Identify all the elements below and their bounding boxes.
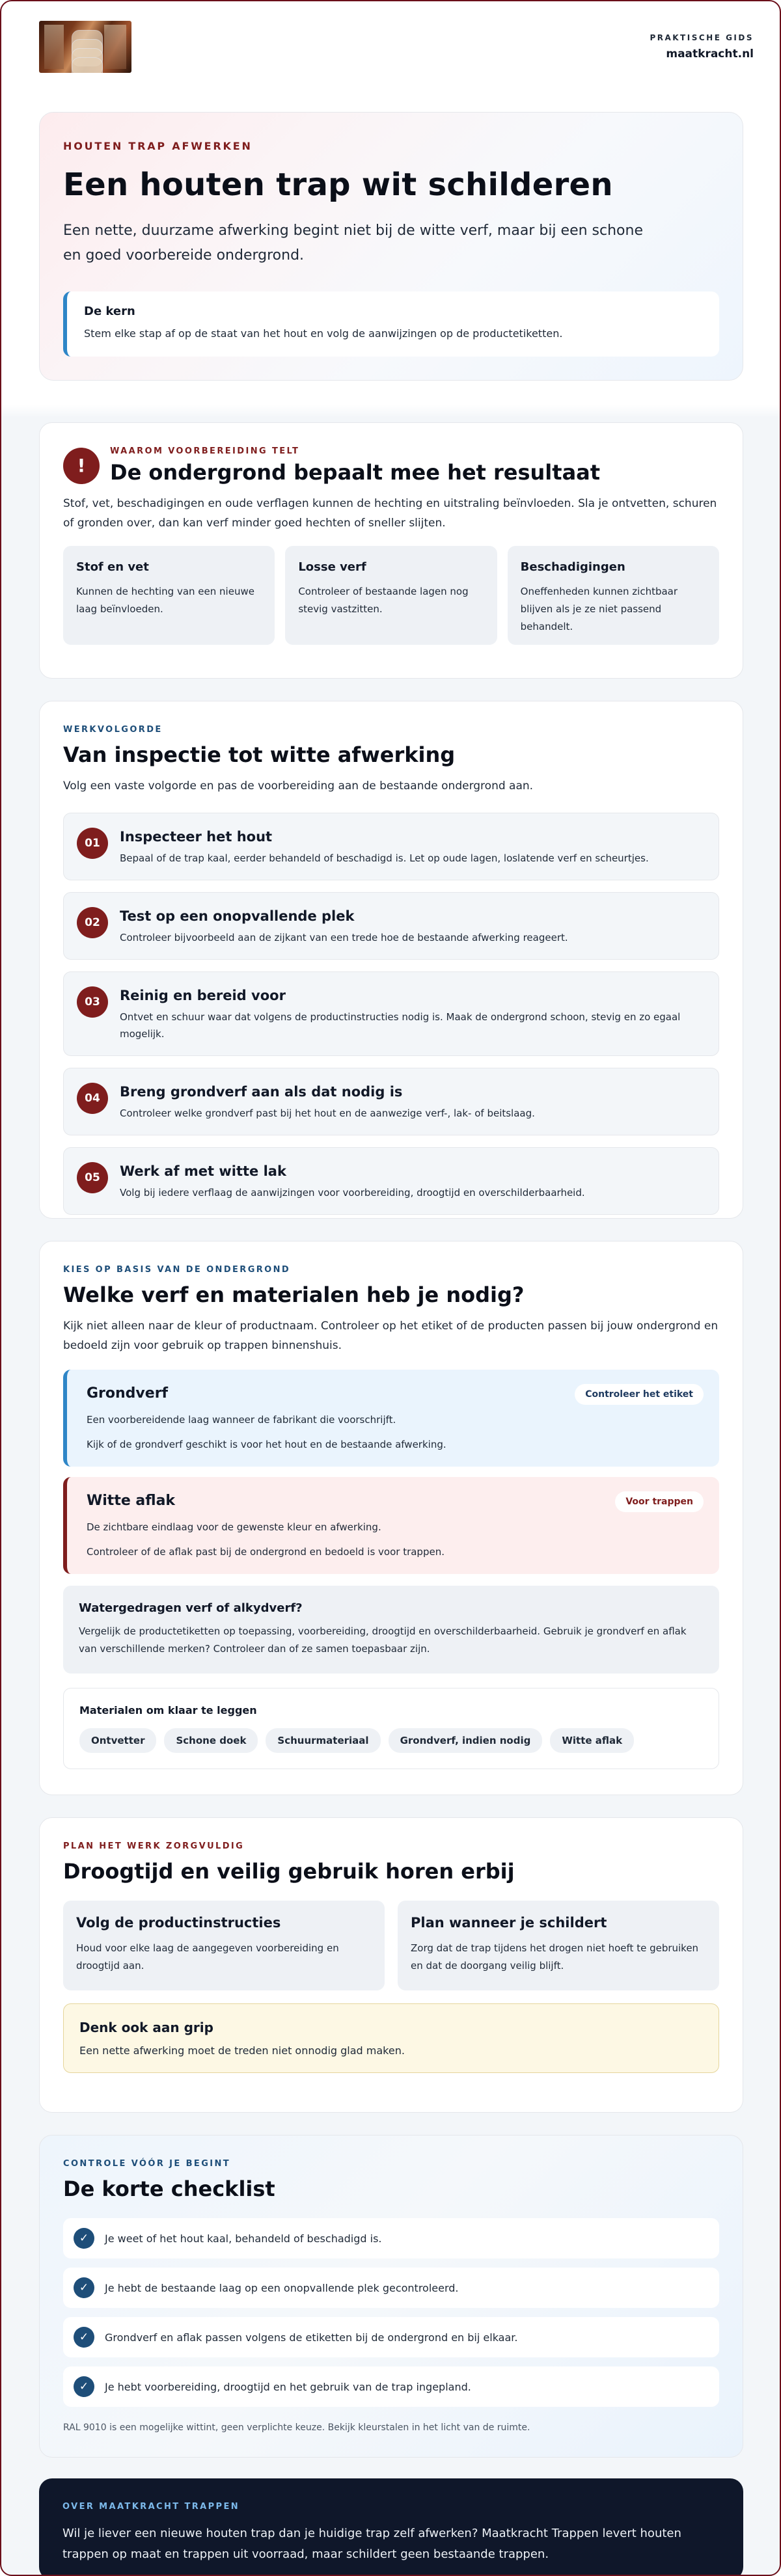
- checklist-item: [63, 2366, 719, 2407]
- core-title: De kern: [84, 305, 135, 318]
- primer-line: Kijk of de grondverf geschikt is voor het hout en de bestaande afwerking.: [87, 1439, 446, 1450]
- drying-item: [63, 1901, 385, 1990]
- brand-block: [650, 33, 754, 61]
- drying-item: [398, 1901, 719, 1990]
- step-number: 03: [77, 986, 108, 1018]
- site-name-link[interactable]: maatkracht.nl: [666, 47, 754, 61]
- primer-badge: Controleer het etiket: [575, 1384, 704, 1405]
- check-icon: ✓: [74, 2228, 94, 2249]
- topcoat-line: De zichtbare eindlaag voor de gewenste kleur en afwerking.: [87, 1521, 381, 1533]
- primer-title: Grondverf: [87, 1385, 169, 1402]
- why-item-title: Beschadigingen: [520, 560, 625, 574]
- brand-kicker: PRAKTISCHE GIDS: [650, 33, 754, 42]
- grip-tip: [63, 2003, 719, 2073]
- drying-item-text: Zorg dat de trap tijdens het drogen niet hoeft te gebruiken en dat de doorgang veilig blijft.: [411, 1942, 699, 1972]
- step-item: [63, 1147, 719, 1215]
- paint-type-box: [63, 1586, 719, 1674]
- step-item: [63, 892, 719, 960]
- hero-kicker: HOUTEN TRAP AFWERKEN: [63, 140, 253, 152]
- materials-kicker: KIES OP BASIS VAN DE ONDERGROND: [63, 1265, 291, 1275]
- primer-card: [63, 1370, 719, 1467]
- core-callout: [63, 291, 719, 357]
- paint-type-title: Watergedragen verf of alkydverf?: [79, 1601, 303, 1615]
- about-kicker: OVER MAATKRACHT TRAPPEN: [62, 2502, 240, 2512]
- step-title: Test op een onopvallende plek: [120, 908, 355, 924]
- checklist-note: RAL 9010 is een mogelijke wittint, geen verplichte keuze. Bekijk kleurstalen in het licht van de ruimte.: [63, 2422, 530, 2433]
- why-kicker: WAAROM VOORBEREIDING TELT: [110, 446, 300, 456]
- step-title: Reinig en bereid voor: [120, 988, 286, 1003]
- why-section: [39, 422, 743, 679]
- workflow-section: [39, 701, 743, 1219]
- checklist-title: De korte checklist: [63, 2176, 275, 2201]
- check-icon: ✓: [74, 2277, 94, 2298]
- topcoat-line: Controleer of de aflak past bij de ondergrond en bedoeld is voor trappen.: [87, 1546, 445, 1558]
- materials-intro: Kijk niet alleen naar de kleur of productnaam. Controleer op het etiket of de producten passen bij jouw ondergrond en bedoeld zijn voor gebruik op trappen binnenshuis.: [63, 1320, 719, 1352]
- step-text: Ontvet en schuur waar dat volgens de productinstructies nodig is. Maak de ondergrond schoon, stevig en zo egaal mogelijk.: [120, 1011, 681, 1040]
- step-text: Controleer bijvoorbeeld aan de zijkant van een trede hoe de bestaande afwerking reageert.: [120, 932, 568, 943]
- drying-item-text: Houd voor elke laag de aangegeven voorbereiding en droogtijd aan.: [76, 1942, 339, 1972]
- step-title: Inspecteer het hout: [120, 829, 273, 845]
- why-intro: Stof, vet, beschadigingen en oude verflagen kunnen de hechting en uitstraling beïnvloeden. Sla je ontvetten, schuren of gronden over, dan kan verf minder goed hechten of sneller slijten.: [63, 497, 717, 530]
- checklist-text: Grondverf en aflak passen volgens de etiketten bij de ondergrond en bij elkaar.: [105, 2331, 518, 2344]
- material-chip: Schone doek: [164, 1728, 258, 1753]
- step-number: 05: [77, 1162, 108, 1193]
- step-number: 02: [77, 907, 108, 938]
- drying-kicker: PLAN HET WERK ZORGVULDIG: [63, 1841, 245, 1851]
- topcoat-title: Witte aflak: [87, 1493, 176, 1509]
- step-item: [63, 1068, 719, 1135]
- grip-tip-title: Denk ook aan grip: [79, 2020, 213, 2035]
- staircase-photo: [39, 21, 131, 73]
- step-number: 04: [77, 1083, 108, 1114]
- materials-list-box: [63, 1688, 719, 1769]
- material-chip: Grondverf, indien nodig: [389, 1728, 543, 1753]
- checklist-text: Je weet of het hout kaal, behandeld of beschadigd is.: [105, 2232, 382, 2245]
- checklist-kicker: CONTROLE VÓÓR JE BEGINT: [63, 2159, 231, 2169]
- topcoat-card: [63, 1477, 719, 1574]
- workflow-title: Van inspectie tot witte afwerking: [63, 742, 456, 767]
- step-text: Controleer welke grondverf past bij het hout en de aanwezige verf-, lak- of beitslaag.: [120, 1107, 535, 1119]
- drying-section: [39, 1817, 743, 2113]
- why-item: [508, 546, 719, 645]
- hero-section: [39, 112, 743, 381]
- checklist-item: [63, 2317, 719, 2357]
- materials-title: Welke verf en materialen heb je nodig?: [63, 1282, 525, 1307]
- why-item: [285, 546, 497, 645]
- page-title: Een houten trap wit schilderen: [63, 167, 613, 203]
- step-text: Volg bij iedere verflaag de aanwijzingen voor voorbereiding, droogtijd en overschilderbaarheid.: [120, 1187, 585, 1199]
- material-chip: Ontvetter: [79, 1728, 156, 1753]
- core-text: Stem elke stap af op de staat van het hout en volg de aanwijzingen op de productetiketten.: [84, 327, 563, 340]
- why-item-text: Kunnen de hechting van een nieuwe laag beïnvloeden.: [76, 586, 254, 615]
- why-item: [63, 546, 275, 645]
- check-icon: ✓: [74, 2376, 94, 2397]
- step-number: 01: [77, 828, 108, 859]
- step-item: [63, 813, 719, 880]
- about-text: Wil je liever een nieuwe houten trap dan je huidige trap zelf afwerken? Maatkracht Trappen levert houten trappen op maat en trappen uit voorraad, maar schildert geen bestaande trappen.: [62, 2527, 681, 2561]
- step-title: Werk af met witte lak: [120, 1163, 286, 1179]
- checklist-section: [39, 2135, 743, 2458]
- material-chip: Schuurmateriaal: [266, 1728, 380, 1753]
- why-title: De ondergrond bepaalt mee het resultaat: [110, 460, 601, 485]
- about-section: [39, 2478, 743, 2576]
- topcoat-badge: Voor trappen: [615, 1491, 704, 1512]
- site-header: [1, 1, 780, 92]
- paint-type-text: Vergelijk de productetiketten op toepassing, voorbereiding, droogtijd en overschilderbaarheid. Gebruik je grondverf en aflak van verschillende merken? Controleer dan of ze samen toepasbaar zijn.: [79, 1625, 687, 1655]
- drying-item-title: Volg de productinstructies: [76, 1915, 281, 1931]
- checklist-item: [63, 2268, 719, 2308]
- material-chip: Witte aflak: [550, 1728, 634, 1753]
- workflow-intro: Volg een vaste volgorde en pas de voorbereiding aan de bestaande ondergrond aan.: [63, 780, 534, 793]
- primer-line: Een voorbereidende laag wanneer de fabrikant die voorschrijft.: [87, 1414, 396, 1426]
- why-item-title: Losse verf: [298, 560, 366, 574]
- workflow-kicker: WERKVOLGORDE: [63, 725, 163, 735]
- checklist-text: Je hebt voorbereiding, droogtijd en het gebruik van de trap ingepland.: [105, 2380, 471, 2393]
- checklist-text: Je hebt de bestaande laag op een onopvallende plek gecontroleerd.: [105, 2281, 459, 2294]
- check-icon: ✓: [74, 2327, 94, 2348]
- why-item-text: Controleer of bestaande lagen nog stevig vastzitten.: [298, 586, 469, 615]
- why-item-text: Oneffenheden kunnen zichtbaar blijven als je ze niet passend behandelt.: [520, 586, 678, 632]
- grip-tip-text: Een nette afwerking moet de treden niet onnodig glad maken.: [79, 2044, 405, 2057]
- step-text: Bepaal of de trap kaal, eerder behandeld of beschadigd is. Let op oude lagen, loslatende verf en scheurtjes.: [120, 852, 649, 864]
- drying-title: Droogtijd en veilig gebruik horen erbij: [63, 1859, 515, 1884]
- warning-icon: !: [63, 448, 100, 484]
- step-title: Breng grondverf aan als dat nodig is: [120, 1084, 403, 1100]
- checklist-item: [63, 2218, 719, 2258]
- drying-item-title: Plan wanneer je schildert: [411, 1915, 607, 1931]
- materials-list-title: Materialen om klaar te leggen: [79, 1704, 257, 1716]
- materials-section: [39, 1241, 743, 1795]
- why-item-title: Stof en vet: [76, 560, 149, 574]
- hero-lead: Een nette, duurzame afwerking begint niet bij de witte verf, maar bij een schone en goed voorbereide ondergrond.: [63, 223, 643, 264]
- step-item: [63, 971, 719, 1056]
